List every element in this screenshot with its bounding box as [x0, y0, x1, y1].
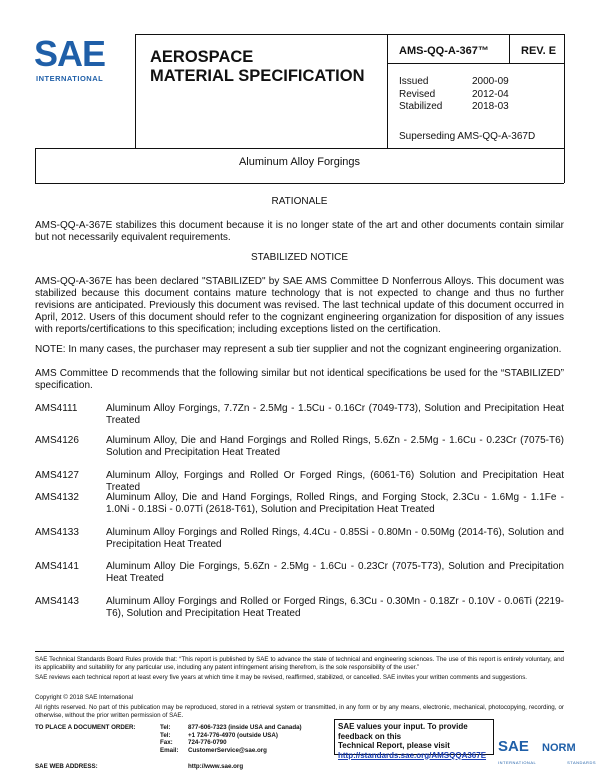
document-number: AMS-QQ-A-367™ [399, 45, 489, 57]
web-address-link[interactable]: http://www.sae.org [188, 763, 244, 770]
spec-description: Aluminum Alloy, Die and Hand Forgings and Rolled Rings, 5.6Zn - 2.5Mg - 1.6Cu - 0.23Cr (7075-T6) Solution and Precipitation Heat Treated [106, 435, 564, 458]
feedback-link[interactable]: http://standards.sae.org/AMSQQA367E [338, 750, 487, 760]
feedback-line-1: SAE values your input. To provide feedback on this [338, 722, 468, 741]
header-bottom-rule [35, 148, 564, 149]
brand-standards-text: STANDARDS [567, 760, 596, 765]
title-line-2: MATERIAL SPECIFICATION [150, 67, 365, 85]
spec-description: Aluminum Alloy, Die and Hand Forgings, Rolled Rings, and Forging Stock, 2.3Cu - 1.6Mg - 1.1Fe - 1.0Ni - 0.18Si - 0.07Ti (2618-T61), Solution and Precipitation Heat Treated [106, 492, 564, 515]
date-label: Stabilized [399, 101, 443, 112]
spec-item [35, 561, 564, 585]
contact-row [160, 739, 302, 747]
spec-description: Aluminum Alloy Forgings and Rolled or Forged Rings, 6.3Cu - 0.30Mn - 0.18Zr - 0.10V - 0.06Ti (2219-T6), Solution and Precipitation Heat Treated [106, 596, 564, 619]
brand-subtext [498, 760, 596, 765]
date-value: 2018-03 [472, 101, 509, 112]
contact-block [160, 724, 302, 754]
header-divider-right [564, 34, 565, 148]
spec-code: AMS4132 [35, 492, 79, 503]
document-subject: Aluminum Alloy Forgings [238, 156, 361, 168]
spec-code: AMS4141 [35, 561, 79, 572]
date-label: Revised [399, 88, 436, 100]
brand-norm-text: NORM [542, 742, 576, 754]
contact-key: Fax: [160, 739, 173, 747]
subject-bottom-rule [35, 183, 564, 184]
spec-code: AMS4133 [35, 527, 79, 538]
feedback-box [334, 719, 494, 760]
contact-value: 877-606-7323 (inside USA and Canada) [188, 724, 302, 731]
date-table [399, 76, 509, 114]
footer-rule [35, 651, 564, 652]
logo-text: SAE [34, 33, 106, 74]
date-row-issued [399, 76, 509, 89]
superseding-note: Superseding AMS-QQ-A-367D [399, 131, 536, 142]
contact-email[interactable]: CustomerService@sae.org [188, 746, 267, 754]
spec-code: AMS4127 [35, 470, 79, 481]
spec-description: Aluminum Alloy Forgings and Rolled Rings, 4.4Cu - 0.85Si - 0.80Mn - 0.50Mg (2014-T6), Solution and Precipitation Heat Treated [106, 527, 564, 550]
spec-item [35, 435, 564, 459]
title-line-1: AEROSPACE [150, 48, 254, 66]
footer-rights-text: All rights reserved. No part of this publication may be reproduced, stored in a retrieval system or transmitted, in any form or by any means, electronic, mechanical, photocopying, recording, or otherwise, without the prior written permission of SAE. [35, 704, 564, 719]
spec-code: AMS4126 [35, 435, 79, 446]
rationale-text: AMS-QQ-A-367E stabilizes this document because it is no longer state of the art and other documents contain similar but not necessarily equivalent requirements. [35, 220, 564, 243]
spec-item [35, 403, 564, 427]
spec-description: Aluminum Alloy Forgings, 7.7Zn - 2.5Mg - 1.5Cu - 0.16Cr (7049-T73), Solution and Precipitation Heat Treated [106, 403, 564, 426]
footer-review-text: SAE reviews each technical report at least every five years at which time it may be revised, reaffirmed, stabilized, or cancelled. SAE invites your written comments and suggestions. [35, 674, 528, 681]
contact-key: Email: [160, 746, 179, 754]
brand-sae-text: SAE [498, 738, 529, 755]
note-text: NOTE: In many cases, the purchaser may represent a sub tier supplier and not the cognizant engineering organization. [35, 344, 562, 355]
contact-row [160, 724, 302, 732]
contact-row [160, 732, 302, 740]
contact-value: 724-776-0790 [188, 739, 227, 747]
contact-key: Tel: [160, 724, 171, 731]
header-divider-rev [509, 34, 510, 63]
header-top-rule [135, 34, 564, 35]
date-value: 2012-04 [472, 88, 509, 100]
spec-description: Aluminum Alloy Die Forgings, 5.6Zn - 2.5Mg - 1.6Cu - 0.23Cr (7075-T73), Solution and Precipitation Heat Treated [106, 561, 564, 584]
spec-item [35, 527, 564, 551]
footer-copyright: Copyright © 2018 SAE International [35, 694, 134, 701]
header-divider-mid [387, 34, 388, 148]
brand-intl-text: INTERNATIONAL [498, 760, 537, 765]
date-row-stabilized [399, 101, 509, 114]
feedback-line-2: Technical Report, please visit [338, 741, 450, 750]
sae-logo [34, 34, 120, 94]
date-value: 2000-09 [472, 76, 509, 87]
spec-item [35, 596, 564, 620]
subject-border-right [564, 148, 565, 183]
contact-row [160, 747, 302, 755]
header-divider-left [135, 34, 136, 148]
spec-code: AMS4143 [35, 596, 79, 607]
contact-value: +1 724-776-4970 (outside USA) [188, 731, 278, 739]
spec-item [35, 470, 564, 494]
stabilized-heading: STABILIZED NOTICE [250, 252, 349, 263]
recommendation-text: AMS Committee D recommends that the following similar but not identical specifications be used for the “STABILIZED” specification. [35, 368, 564, 391]
order-label: TO PLACE A DOCUMENT ORDER: [35, 724, 136, 731]
header-id-rule [387, 63, 564, 64]
document-type-title [150, 48, 365, 86]
footer-rules-text: SAE Technical Standards Board Rules provide that: “This report is published by SAE to advance the state of technical and engineering sciences. The use of this report is entirely voluntary, and its applicability and suitability for any particular use, including any patent infringement arising therefrom, is the sole responsibility of the user.” [35, 656, 564, 671]
logo-subtext: INTERNATIONAL [36, 74, 104, 83]
spec-code: AMS4111 [35, 403, 78, 414]
revision-label: REV. E [521, 45, 557, 57]
contact-key: Tel: [160, 731, 171, 739]
rationale-heading: RATIONALE [271, 196, 328, 207]
date-label: Issued [399, 76, 429, 87]
date-row-revised [399, 89, 509, 102]
web-address-label: SAE WEB ADDRESS: [35, 763, 98, 770]
sae-norm-logo [498, 738, 598, 776]
spec-description: Aluminum Alloy, Forgings and Rolled Or Forged Rings, (6061-T6) Solution and Precipitation Heat Treated [106, 470, 564, 493]
stabilized-text: AMS-QQ-A-367E has been declared "STABILIZED" by SAE AMS Committee D Nonferrous Alloys. This document was stabilized because this document contains mature technology that is not expected to change and thus no further revisions are anticipated. Previously this document was revised. The last technical update of this document occurred in April, 2012. Users of this document should refer to the cognizant engineering organization for disposition of any issues with reports/certifications to this specification; including exceptions listed on the certification. [35, 276, 564, 335]
spec-item [35, 492, 564, 516]
